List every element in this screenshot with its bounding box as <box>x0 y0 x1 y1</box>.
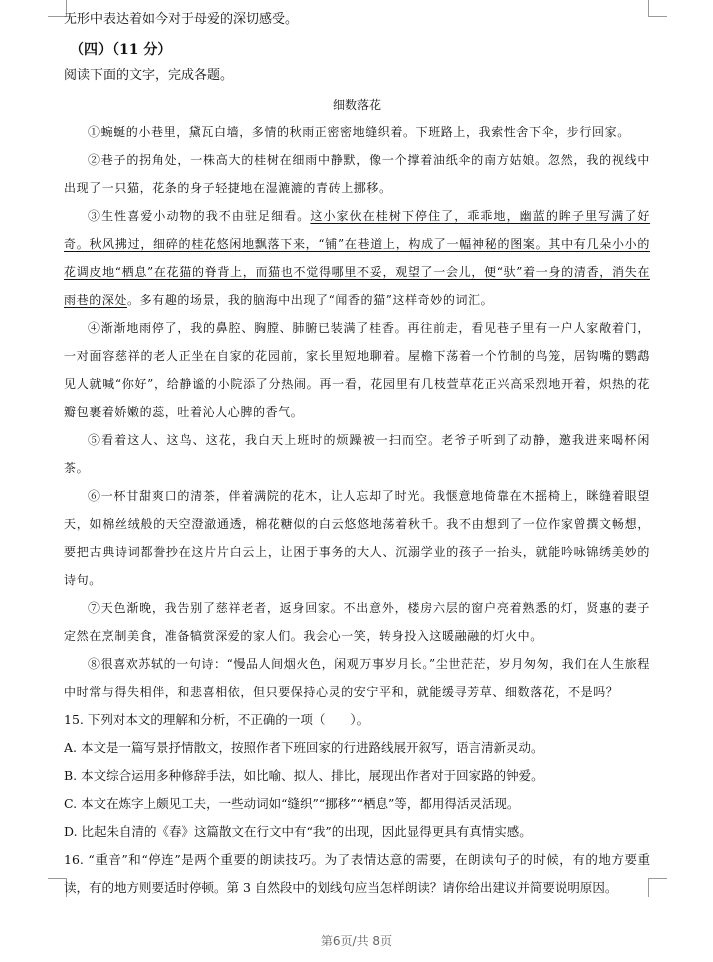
paragraph-8: ⑧很喜欢苏轼的一句诗：“慢品人间烟火色，闲观万事岁月长。”尘世茫茫，岁月匆匆，我们在人生旅程中时常与得失相伴，和悲喜相依，但只要保持心灵的安宁平和，就能缓寻芳草、细数落花，不是吗？ <box>64 657 650 699</box>
question-16: 16. “重音”和“停连”是两个重要的朗读技巧。为了表情达意的需要，在朗读句子的时候，有的地方要重读，有的地方则要适时停顿。第 3 自然段中的划线句应当怎样朗读？请你给出建议并简要说明原因。 <box>64 852 650 895</box>
story-body <box>64 118 650 706</box>
paragraph-3 <box>64 202 650 314</box>
question-15-option-c: C. 本文在炼字上颇见工夫，一些动词如“缝织”“挪移”“栖息”等，都用得活灵活现。 <box>64 796 520 811</box>
crop-mark-top-right <box>648 0 667 17</box>
paragraph-7: ⑦天色渐晚，我告别了慈祥老者，返身回家。不出意外，楼房六层的窗户亮着熟悉的灯，贤惠的妻子定然在烹制美食，准备犒赏深爱的家人们。我会心一笑，转身投入这暖融融的灯火中。 <box>64 601 650 643</box>
paragraph-3-ending: 。多有趣的场景，我的脑海中出现了“闻香的猫”这样奇妙的词汇。 <box>127 293 494 307</box>
question-15-stem: 15. 下列对本文的理解和分析，不正确的一项（ ）。 <box>64 712 370 727</box>
top-line: 无形中表达着如今对于母爱的深切感受。 <box>64 12 299 27</box>
question-15-option-d: D. 比起朱自清的《春》这篇散文在行文中有“我”的出现，因此显得更具有真情实感。 <box>64 824 532 839</box>
paragraph-5: ⑤看着这人、这鸟、这花，我白天上班时的烦躁被一扫而空。老爷子听到了动静，邀我进来喝杯闲茶。 <box>64 433 650 475</box>
question-15-option-a: A. 本文是一篇写景抒情散文，按照作者下班回家的行进路线展开叙写，语言清新灵动。 <box>64 740 544 755</box>
story-title: 细数落花 <box>332 98 381 112</box>
paragraph-2: ②巷子的拐角处，一株高大的桂树在细雨中静默，像一个撑着油纸伞的南方姑娘。忽然，我的视线中出现了一只猫，花条的身子轻捷地在湿漉漉的青砖上挪移。 <box>64 153 650 195</box>
crop-mark-bottom-right <box>648 878 667 897</box>
paragraph-6: ⑥一杯甘甜爽口的清茶，伴着满院的花木，让人忘却了时光。我惬意地倚靠在木摇椅上，眯缝着眼望天，如棉丝绒般的天空澄澈通透，棉花糖似的白云悠悠地荡着秋千。我不由想到了一位作家曾撰文畅想，要把古典诗词都誊抄在这片片白云上，让困于事务的大人、沉溺学业的孩子一抬头，就能吟咏锦绣美妙的诗句。 <box>64 489 650 587</box>
section-heading: （四）（11 分） <box>70 42 172 58</box>
paragraph-4: ④渐渐地雨停了，我的鼻腔、胸膛、肺腑已装满了桂香。再往前走，看见巷子里有一户人家敞着门，一对面容慈祥的老人正坐在自家的花园前，家长里短地聊着。屋檐下荡着一个竹制的鸟笼，居钩嘴的鹦鹉见人就喊“你好”，给静谧的小院添了分热闹。再一看，花园里有几枝萱草花正兴高采烈地开着，炽热的花瓣包裹着娇嫩的蕊，吐着沁人心脾的香气。 <box>64 321 650 419</box>
paragraph-1: ①蜿蜒的小巷里，黛瓦白墙，多情的秋雨正密密地缝织着。下班路上，我索性舍下伞，步行回家。 <box>88 125 630 139</box>
underlined-sentence: 这小家伙在桂树下停住了，乖乖地，幽蓝的眸子里写满了好奇。秋风拂过，细碎的桂花悠闲地飘落下来，“铺”在巷道上，构成了一幅神秘的图案。其中有几朵小小的花调皮地“栖息”在花猫的脊背上，而猫也不觉得哪里不妥，观望了一会儿，便“驮”着一身的清香，消失在雨巷的深处 <box>64 209 650 307</box>
instruction: 阅读下面的文字，完成各题。 <box>64 68 234 83</box>
page-footer: 第6页/共 8页 <box>320 934 393 948</box>
page-content <box>64 8 650 902</box>
paragraph-3-intro: ③生性喜爱小动物的我不由驻足细看。 <box>88 209 311 223</box>
question-15-option-b: B. 本文综合运用多种修辞手法，如比喻、拟人、排比，展现出作者对于回家路的钟爱。 <box>64 768 544 783</box>
